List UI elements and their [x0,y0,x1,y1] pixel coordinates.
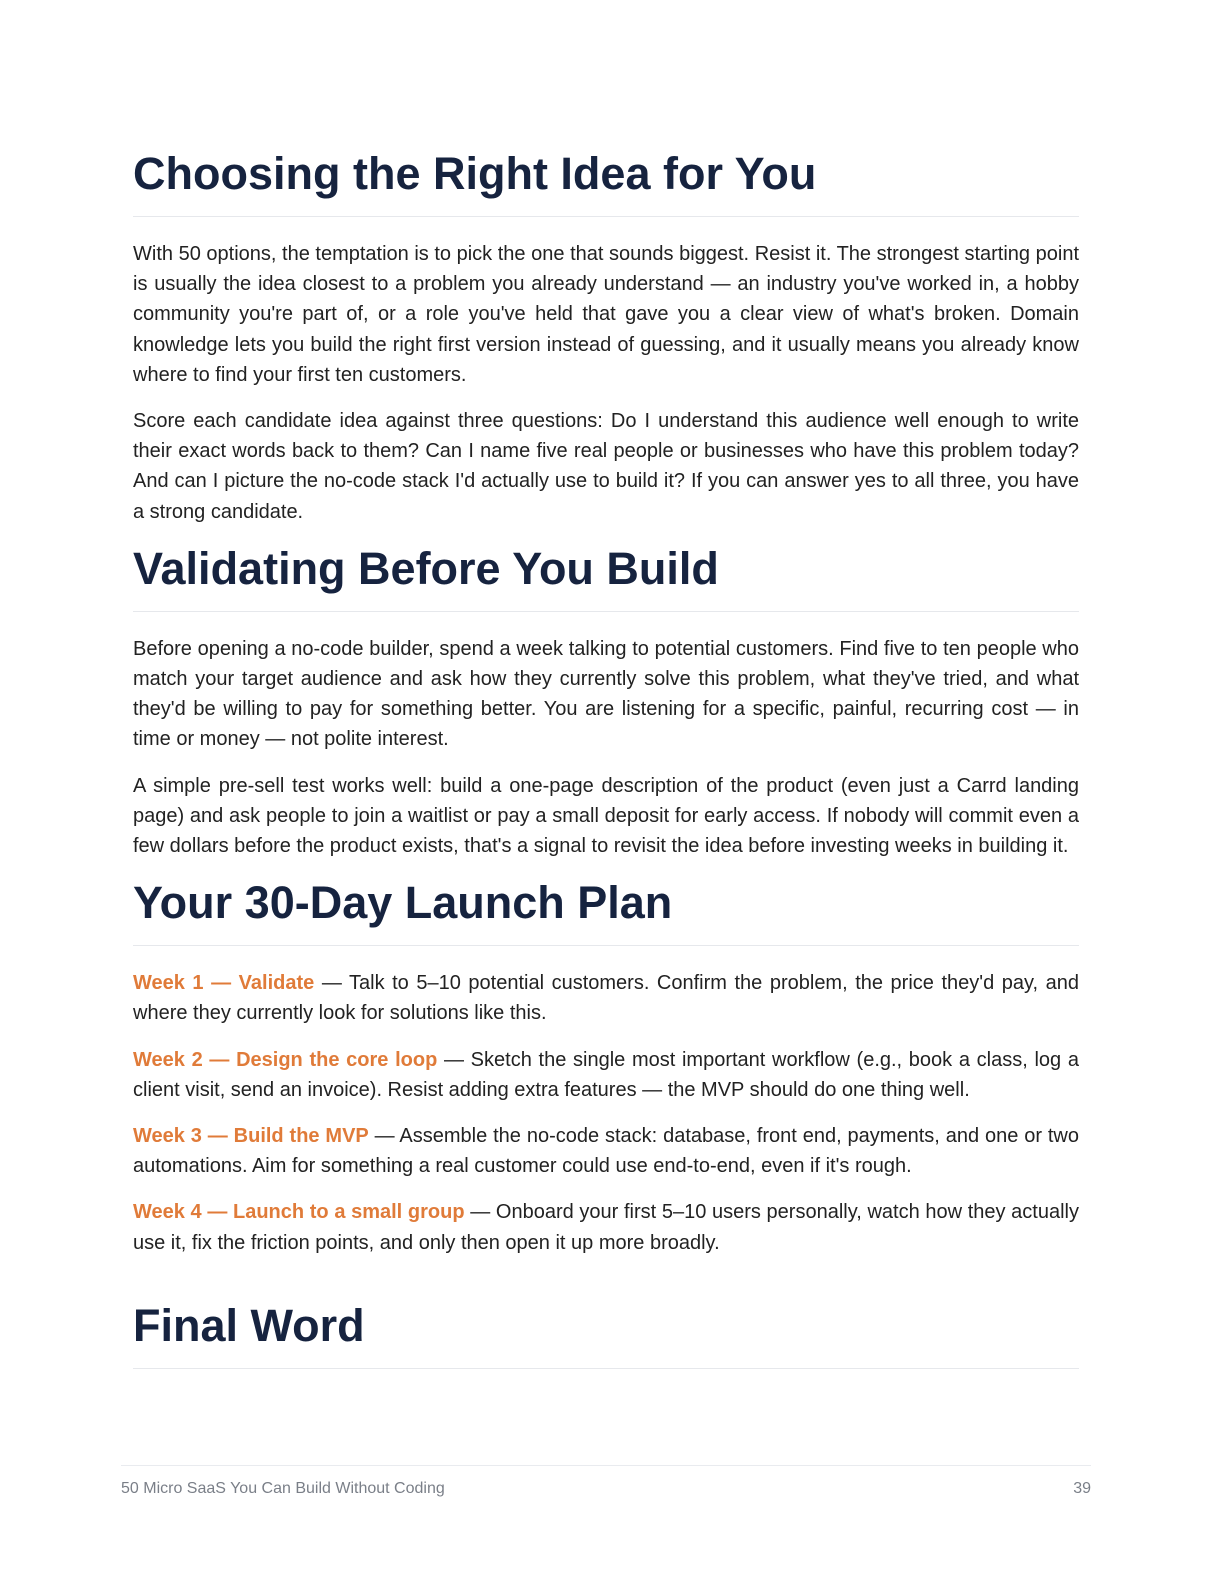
section-heading: Final Word [133,1298,1079,1369]
week-item [133,968,1079,1028]
footer-page-number: 39 [1073,1480,1091,1497]
week-description: — Talk to 5–10 potential customers. Confirm the problem, the price they'd pay, and where they currently look for solutions like this. [133,972,1079,1025]
body-paragraph: A simple pre-sell test works well: build a one-page description of the product (even just a Carrd landing page) and ask people to join a waitlist or pay a small deposit for early access. If nobody will commit even a few dollars before the product exists, that's a signal to revisit the idea before investing weeks in building it. [133,774,1079,858]
section-heading: Your 30-Day Launch Plan [133,875,1079,946]
section-heading: Validating Before You Build [133,541,1079,612]
body-paragraph: Before opening a no-code builder, spend a week talking to potential customers. Find five to ten people who match your target audience and ask how they currently solve this problem, what they've tried, and what they'd be willing to pay for something better. You are listening for a specific, painful, recurring cost — in time or money — not polite interest. [133,637,1079,751]
section-heading: Choosing the Right Idea for You [133,146,1079,217]
week-label: Week 2 — Design the core loop [133,1048,438,1071]
body-paragraph: With 50 options, the temptation is to pick the one that sounds biggest. Resist it. The strongest starting point is usually the idea closest to a problem you already understand — an industry you've worked in, a hobby community you're part of, or a role you've held that gave you a clear view of what's broken. Domain knowledge lets you build the right first version instead of guessing, and it usually means you already know where to find your first ten customers. [133,243,1079,386]
page-content [133,146,1079,1369]
section-launch-plan [133,875,1079,1258]
week-description: — Sketch the single most important workflow (e.g., book a class, log a client visit, send an invoice). Resist adding extra features — the MVP should do one thing well. [133,1048,1079,1101]
week-label: Week 3 — Build the MVP [133,1125,369,1148]
week-description: — Onboard your first 5–10 users personally, watch how they actually use it, fix the friction points, and only then open it up more broadly. [133,1201,1079,1254]
footer-book-title: 50 Micro SaaS You Can Build Without Coding [121,1480,445,1497]
section-final-word [133,1298,1079,1369]
week-item [133,1045,1079,1105]
week-description: — Assemble the no-code stack: database, front end, payments, and one or two automations. Aim for something a real customer could use end-to-end, even if it's rough. [133,1125,1079,1178]
week-label: Week 1 — Validate [133,972,315,995]
week-item [133,1197,1079,1257]
section-validating [133,541,1079,861]
page-footer [121,1465,1091,1500]
week-label: Week 4 — Launch to a small group [133,1201,465,1224]
week-item [133,1121,1079,1181]
body-paragraph: Score each candidate idea against three questions: Do I understand this audience well enough to write their exact words back to them? Can I name five real people or businesses who have this problem today? And can I picture the no-code stack I'd actually use to build it? If you can answer yes to all three, you have a strong candidate. [133,410,1079,523]
section-choosing-idea [133,146,1079,527]
